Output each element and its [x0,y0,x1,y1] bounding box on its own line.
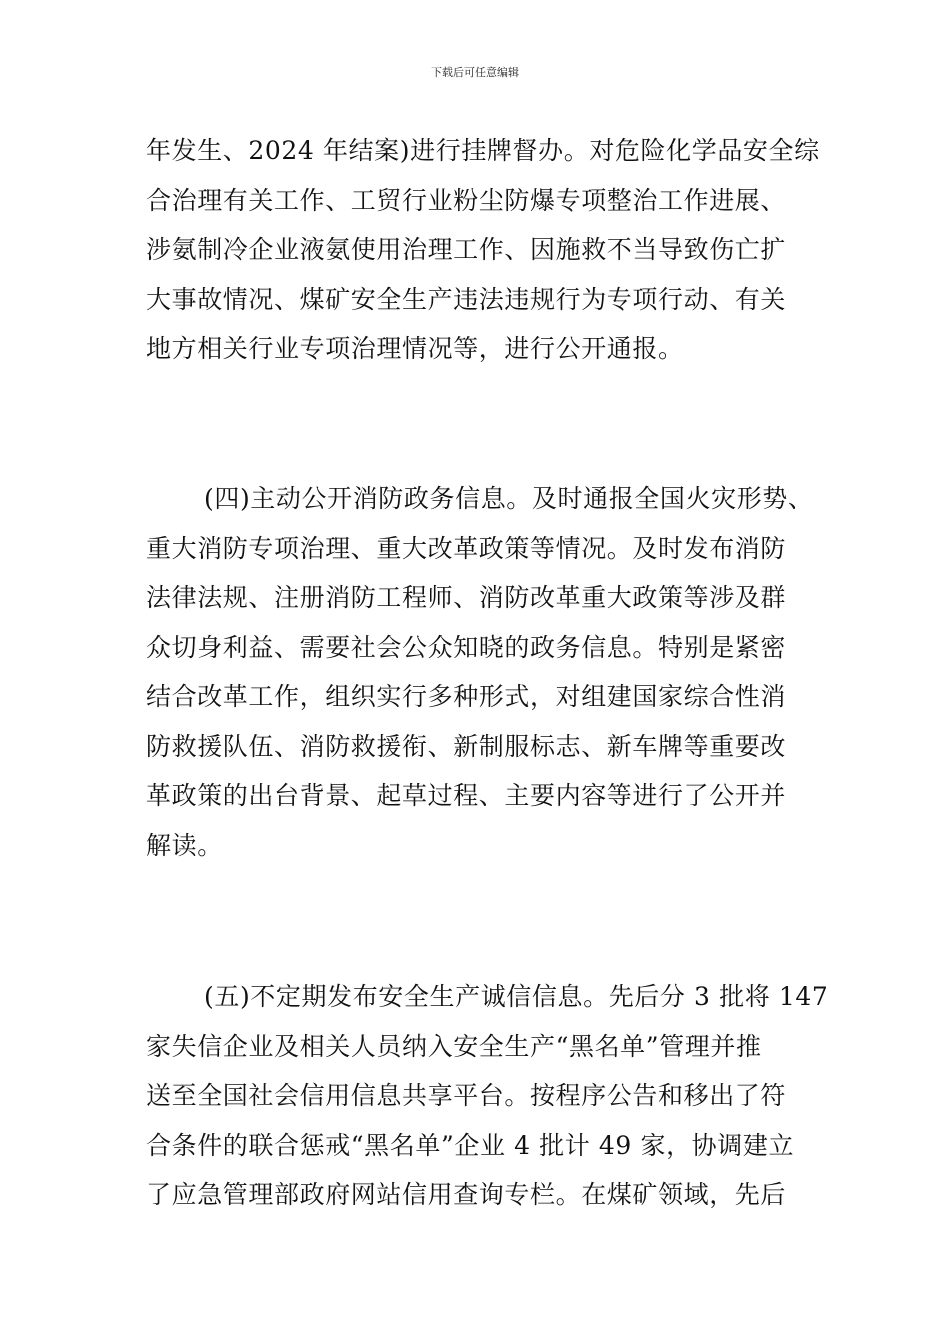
paragraph-fire-info [146,474,836,870]
paragraph-listing-supervision [146,126,836,374]
paragraph-integrity-info [146,972,836,1220]
text-line: (五)不定期发布安全生产诚信信息。先后分 3 批将 147 [204,982,829,1011]
text-line: 涉氨制冷企业液氨使用治理工作、因施救不当导致伤亡扩 [146,235,787,264]
text-line: 重大消防专项治理、重大改革政策等情况。及时发布消防 [146,533,787,563]
text-line: 送至全国社会信用信息共享平台。按程序公告和移出了符 [146,1081,787,1110]
text-line: 年发生、2024 年结案)进行挂牌督办。对危险化学品安全综 [146,136,820,165]
text-line: 解读。 [146,830,223,860]
text-line: 家失信企业及相关人员纳入安全生产“黑名单”管理并推 [146,1031,762,1061]
text-line: 众切身利益、需要社会公众知晓的政务信息。特别是紧密 [146,632,787,662]
text-line: 合治理有关工作、工贸行业粉尘防爆专项整治工作进展、 [146,185,787,215]
text-line: 合条件的联合惩戒“黑名单”企业 4 批计 49 家，协调建立 [146,1130,795,1160]
text-line: 大事故情况、煤矿安全生产违法违规行为专项行动、有关 [146,284,787,314]
text-line: 革政策的出台背景、起草过程、主要内容等进行了公开并 [146,781,787,810]
page-header: 下载后可任意编辑 [431,66,519,79]
text-line: (四)主动公开消防政务信息。及时通报全国火灾形势、 [204,484,814,513]
text-line: 了应急管理部政府网站信用查询专栏。在煤矿领域，先后 [146,1180,787,1209]
text-line: 结合改革工作，组织实行多种形式，对组建国家综合性消 [146,682,787,711]
text-line: 防救援队伍、消防救援衔、新制服标志、新车牌等重要改 [146,731,787,761]
text-line: 法律法规、注册消防工程师、消防改革重大政策等涉及群 [146,583,787,612]
text-line: 地方相关行业专项治理情况等，进行公开通报。 [146,334,684,363]
